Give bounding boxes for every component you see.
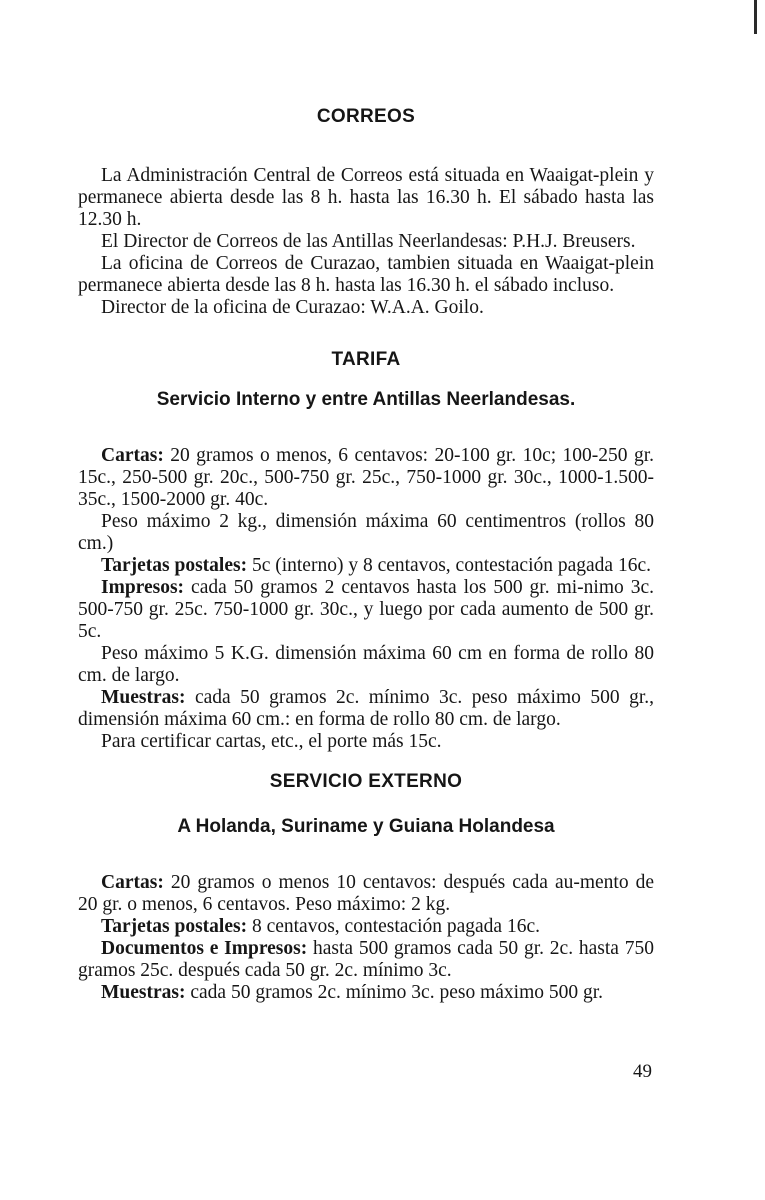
rate-text: 20 gramos o menos 10 centavos: después cada au-mento de 20 gr. o menos, 6 centavos. Peso máximo: 2 kg. [78,872,654,915]
rate-text: hasta 500 gramos cada 50 gr. 2c. hasta 750 gramos 25c. después cada 50 gr. 2c. mínimo 3c. [78,938,654,981]
paragraph: El Director de Correos de las Antillas Neerlandesas: P.H.J. Breusers. [101,231,636,252]
rate-term: Muestras: [101,982,186,1003]
rate-item [78,643,654,687]
rate-term: Documentos e Impresos: [101,938,308,959]
rate-term: Impresos: [101,577,185,598]
subheading-holanda: A Holanda, Suriname y Guiana Holandesa [177,816,555,837]
tarifa-body [78,445,654,753]
rate-item [78,872,654,916]
paragraph: La Administración Central de Correos está situada en Waaigat-plein y permanece abierta desde las 8 h. hasta las 16.30 h. El sábado hasta las 12.30 h. [78,165,654,230]
page-number: 49 [633,1061,652,1082]
rate-text: cada 50 gramos 2 centavos hasta los 500 gr. mi-nimo 3c. 500-750 gr. 25c. 750-1000 gr. 30c., y luego por cada aumento de 500 gr. 5c. [78,577,654,642]
rate-term: Cartas: [101,445,164,466]
section-heading-servicio-externo: SERVICIO EXTERNO [269,771,463,792]
rate-item [78,445,654,511]
page-edge-mark [754,0,757,34]
rate-text: 8 centavos, contestación pagada 16c. [247,916,540,937]
rate-item [78,577,654,643]
rate-item [78,731,654,753]
rate-text: Peso máximo 5 K.G. dimensión máxima 60 cm en forma de rollo 80 cm. de largo. [78,643,654,686]
rate-text: cada 50 gramos 2c. mínimo 3c. peso máximo 500 gr., dimensión máxima 60 cm.: en forma de rollo 80 cm. de largo. [78,687,654,730]
rate-text: 5c (interno) y 8 centavos, contestación pagada 16c. [247,555,651,576]
paragraph: La oficina de Correos de Curazao, tambien situada en Waaigat-plein permanece abierta desde las 8 h. hasta las 16.30 h. el sábado incluso. [78,253,654,296]
rate-term: Tarjetas postales: [101,916,248,937]
rate-item [78,982,654,1004]
rate-term: Cartas: [101,872,164,893]
book-page [78,100,654,1004]
subheading-servicio-interno: Servicio Interno y entre Antillas Neerlandesas. [156,389,576,410]
paragraph: Director de la oficina de Curazao: W.A.A. Goilo. [101,297,484,318]
servicio-externo-body [78,872,654,1004]
rate-text: Peso máximo 2 kg., dimensión máxima 60 centimentros (rollos 80 cm.) [78,511,654,554]
section-heading-correos: CORREOS [316,106,416,127]
rate-term: Tarjetas postales: [101,555,248,576]
section-heading-tarifa: TARIFA [331,349,401,370]
rate-item [78,555,654,577]
correos-body [78,165,654,319]
rate-item [78,916,654,938]
rate-text: cada 50 gramos 2c. mínimo 3c. peso máximo 500 gr. [185,982,604,1003]
rate-term: Muestras: [101,687,186,708]
rate-item [78,687,654,731]
rate-item [78,511,654,555]
rate-item [78,938,654,982]
rate-text: Para certificar cartas, etc., el porte más 15c. [101,731,442,752]
rate-text: 20 gramos o menos, 6 centavos: 20-100 gr. 10c; 100-250 gr. 15c., 250-500 gr. 20c., 500-750 gr. 25c., 750-1000 gr. 30c., 1000-1.500-35c., 1500-2000 gr. 40c. [78,445,654,510]
